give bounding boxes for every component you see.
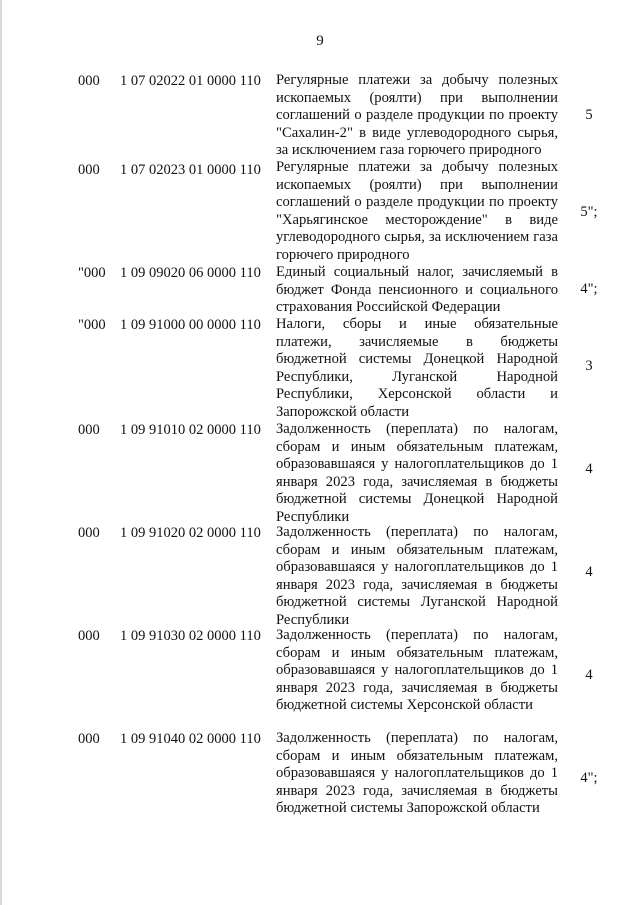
admin-code: 000 — [78, 731, 100, 747]
norm-value: 4 — [585, 564, 593, 580]
admin-code: 000 — [78, 73, 100, 89]
scan-edge-line — [0, 0, 2, 905]
income-description: Задолженность (переплата) по налогам, сборам и иным обязательным платежам, образовавшаяся у налогоплательщиков до 1 января 2023 года, зачисляемая в бюджеты бюджетной системы Луганской Народной Республики — [276, 524, 558, 628]
income-description: Задолженность (переплата) по налогам, сборам и иным обязательным платежам, образовавшаяся у налогоплательщиков до 1 января 2023 года, зачисляемая в бюджеты бюджетной системы Донецкой Народной Республики — [276, 421, 558, 525]
admin-code: "000 — [78, 265, 106, 281]
norm-value: 4"; — [580, 770, 598, 786]
norm-value: 5"; — [580, 204, 598, 220]
income-code: 1 09 91020 02 0000 110 — [120, 525, 261, 541]
page-number: 9 — [316, 33, 324, 49]
admin-code: 000 — [78, 422, 100, 438]
admin-code: 000 — [78, 628, 100, 644]
income-code: 1 07 02022 01 0000 110 — [120, 73, 261, 89]
income-description: Регулярные платежи за добычу полезных ископаемых (роялти) при выполнении соглашений о разделе продукции по проекту "Харьягинское месторождение" в виде углеводородного сырья, за исключением газа горючего природного — [276, 159, 558, 263]
income-code: 1 09 09020 06 0000 110 — [120, 265, 261, 281]
income-code: 1 09 91040 02 0000 110 — [120, 731, 261, 747]
income-description: Задолженность (переплата) по налогам, сборам и иным обязательным платежам, образовавшаяся у налогоплательщиков до 1 января 2023 года, зачисляемая в бюджеты бюджетной системы Запорожской области — [276, 730, 558, 816]
norm-value: 4"; — [580, 281, 598, 297]
income-code: 1 07 02023 01 0000 110 — [120, 162, 261, 178]
income-description: Регулярные платежи за добычу полезных ископаемых (роялти) при выполнении соглашений о разделе продукции по проекту "Сахалин-2" в виде углеводородного сырья, за исключением газа горючего природного — [276, 72, 558, 158]
income-code: 1 09 91000 00 0000 110 — [120, 317, 261, 333]
norm-value: 4 — [585, 667, 593, 683]
income-code: 1 09 91030 02 0000 110 — [120, 628, 261, 644]
norm-value: 4 — [585, 461, 593, 477]
admin-code: "000 — [78, 317, 106, 333]
norm-value: 3 — [585, 358, 593, 374]
admin-code: 000 — [78, 162, 100, 178]
income-description: Единый социальный налог, зачисляемый в бюджет Фонда пенсионного и социального страхования Российской Федерации — [276, 264, 558, 315]
admin-code: 000 — [78, 525, 100, 541]
norm-value: 5 — [585, 107, 593, 123]
income-code: 1 09 91010 02 0000 110 — [120, 422, 261, 438]
income-description: Налоги, сборы и иные обязательные платежи, зачисляемые в бюджеты бюджетной системы Донецкой Народной Республики, Луганской Народной Республики, Херсонской области и Запорожской области — [276, 316, 558, 420]
income-description: Задолженность (переплата) по налогам, сборам и иным обязательным платежам, образовавшаяся у налогоплательщиков до 1 января 2023 года, зачисляемая в бюджеты бюджетной системы Херсонской области — [276, 627, 558, 713]
